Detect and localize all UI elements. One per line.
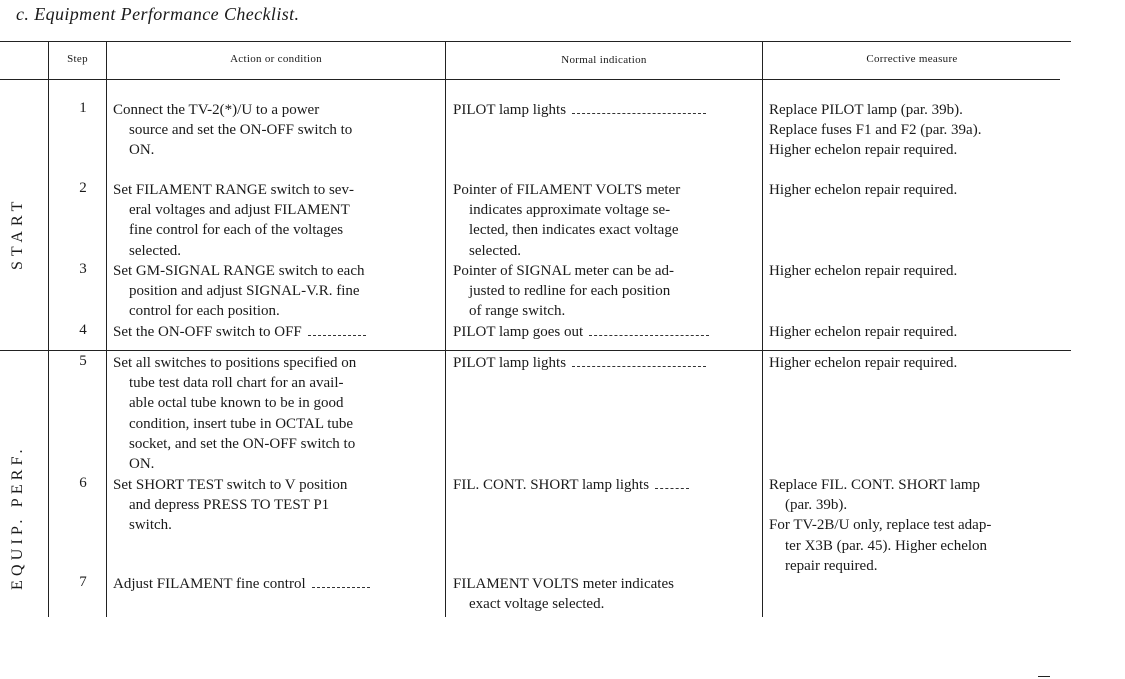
corrective-line: Replace PILOT lamp (par. 39b). <box>769 102 963 118</box>
normal-line: lected, then indicates exact voltage <box>469 222 679 239</box>
header-normal: Normal indication <box>561 54 647 66</box>
col-divider-step <box>106 41 107 617</box>
normal-cell <box>453 322 709 342</box>
corrective-line: Higher echelon repair required. <box>769 182 958 198</box>
corrective-cell <box>769 475 991 576</box>
step-number: 4 <box>79 322 87 338</box>
col-divider-normal <box>762 41 763 617</box>
action-cell <box>113 574 370 594</box>
dot-leader <box>572 356 706 367</box>
svg-text:EQUIP. PERF.: EQUIP. PERF. <box>9 445 26 590</box>
action-line: Connect the TV-2(*)/U to a power <box>113 102 320 118</box>
normal-line: Pointer of FILAMENT VOLTS meter <box>453 182 681 198</box>
action-line: eral voltages and adjust FILAMENT <box>129 202 350 219</box>
corrective-cell <box>769 353 957 373</box>
corrective-line: repair required. <box>785 557 878 574</box>
normal-cell <box>453 574 674 614</box>
header-corrective: Corrective measure <box>866 53 958 65</box>
dot-leader <box>655 478 689 489</box>
step-number: 5 <box>79 353 87 369</box>
group-label-start <box>0 160 40 280</box>
normal-line: PILOT lamp lights <box>453 100 706 120</box>
normal-cell <box>453 353 706 373</box>
action-cell <box>113 100 352 161</box>
step-number: 3 <box>79 261 87 277</box>
action-line: able octal tube known to be in good <box>129 395 344 412</box>
normal-line: Pointer of SIGNAL meter can be ad- <box>453 263 675 279</box>
dot-leader <box>308 325 366 336</box>
dot-leader <box>312 577 370 588</box>
action-cell <box>113 475 347 536</box>
action-line: Adjust FILAMENT fine control <box>113 574 370 594</box>
step-number: 2 <box>79 180 87 196</box>
action-line: Set all switches to positions specified on <box>113 355 357 371</box>
action-line: condition, insert tube in OCTAL tube <box>129 415 354 432</box>
corrective-line: For TV-2B/U only, replace test adap- <box>769 517 992 534</box>
normal-line: selected. <box>469 242 522 259</box>
action-line: Set the ON-OFF switch to OFF <box>113 322 366 342</box>
corrective-cell <box>769 100 981 161</box>
action-cell <box>113 261 365 322</box>
action-line: control for each position. <box>129 303 280 320</box>
table-top-rule <box>0 41 1071 42</box>
corrective-line: (par. 39b). <box>785 497 848 514</box>
action-line: fine control for each of the voltages <box>129 222 344 239</box>
svg-text:START: START <box>9 196 26 270</box>
step-number: 6 <box>79 475 87 491</box>
dot-leader <box>572 103 706 114</box>
action-line: and depress PRESS TO TEST P1 <box>129 497 330 514</box>
normal-cell <box>453 261 674 322</box>
normal-cell <box>453 475 689 495</box>
action-cell <box>113 353 356 474</box>
step-number: 1 <box>79 100 87 116</box>
action-line: source and set the ON-OFF switch to <box>129 122 353 139</box>
action-line: position and adjust SIGNAL-V.R. fine <box>129 283 360 300</box>
action-line: socket, and set the ON-OFF switch to <box>129 435 356 452</box>
dot-leader <box>589 325 709 336</box>
corrective-line: Replace fuses F1 and F2 (par. 39a). <box>769 122 982 139</box>
normal-line: FILAMENT VOLTS meter indicates <box>453 576 674 592</box>
corrective-cell <box>769 261 957 281</box>
page-title: c. Equipment Performance Checklist. <box>16 4 300 24</box>
corrective-line: Higher echelon repair required. <box>769 263 958 279</box>
normal-cell <box>453 180 680 261</box>
action-cell <box>113 322 366 342</box>
normal-line: exact voltage selected. <box>469 596 605 613</box>
page-end-mark <box>1038 676 1050 677</box>
normal-line: PILOT lamp lights <box>453 353 706 373</box>
corrective-line: Higher echelon repair required. <box>769 324 958 340</box>
step-number: 7 <box>79 574 87 590</box>
header-action: Action or condition <box>230 53 322 65</box>
corrective-line: ter X3B (par. 45). Higher echelon <box>785 537 988 554</box>
normal-line: of range switch. <box>469 303 566 320</box>
corrective-line: Replace FIL. CONT. SHORT lamp <box>769 477 981 493</box>
action-line: Set GM-SIGNAL RANGE switch to each <box>113 263 365 279</box>
action-line: Set FILAMENT RANGE switch to sev- <box>113 182 354 198</box>
corrective-line: Higher echelon repair required. <box>769 355 958 371</box>
corrective-cell <box>769 322 957 342</box>
group-divider-rule <box>0 350 1071 351</box>
normal-line: justed to redline for each position <box>469 283 671 300</box>
header-step: Step <box>67 53 88 65</box>
group-label-equip-perf <box>0 380 40 595</box>
corrective-line: Higher echelon repair required. <box>769 142 958 159</box>
action-line: switch. <box>129 517 172 534</box>
normal-line: PILOT lamp goes out <box>453 322 709 342</box>
col-divider-group <box>48 41 49 617</box>
action-line: ON. <box>129 142 155 159</box>
action-line: ON. <box>129 455 155 472</box>
normal-line: FIL. CONT. SHORT lamp lights <box>453 475 689 495</box>
action-line: tube test data roll chart for an avail- <box>129 375 344 392</box>
normal-line: indicates approximate voltage se- <box>469 202 671 219</box>
header-bottom-rule <box>0 79 1060 80</box>
action-cell <box>113 180 354 261</box>
normal-cell <box>453 100 706 120</box>
col-divider-action <box>445 41 446 617</box>
action-line: Set SHORT TEST switch to V position <box>113 477 348 493</box>
corrective-cell <box>769 180 957 200</box>
action-line: selected. <box>129 242 182 259</box>
